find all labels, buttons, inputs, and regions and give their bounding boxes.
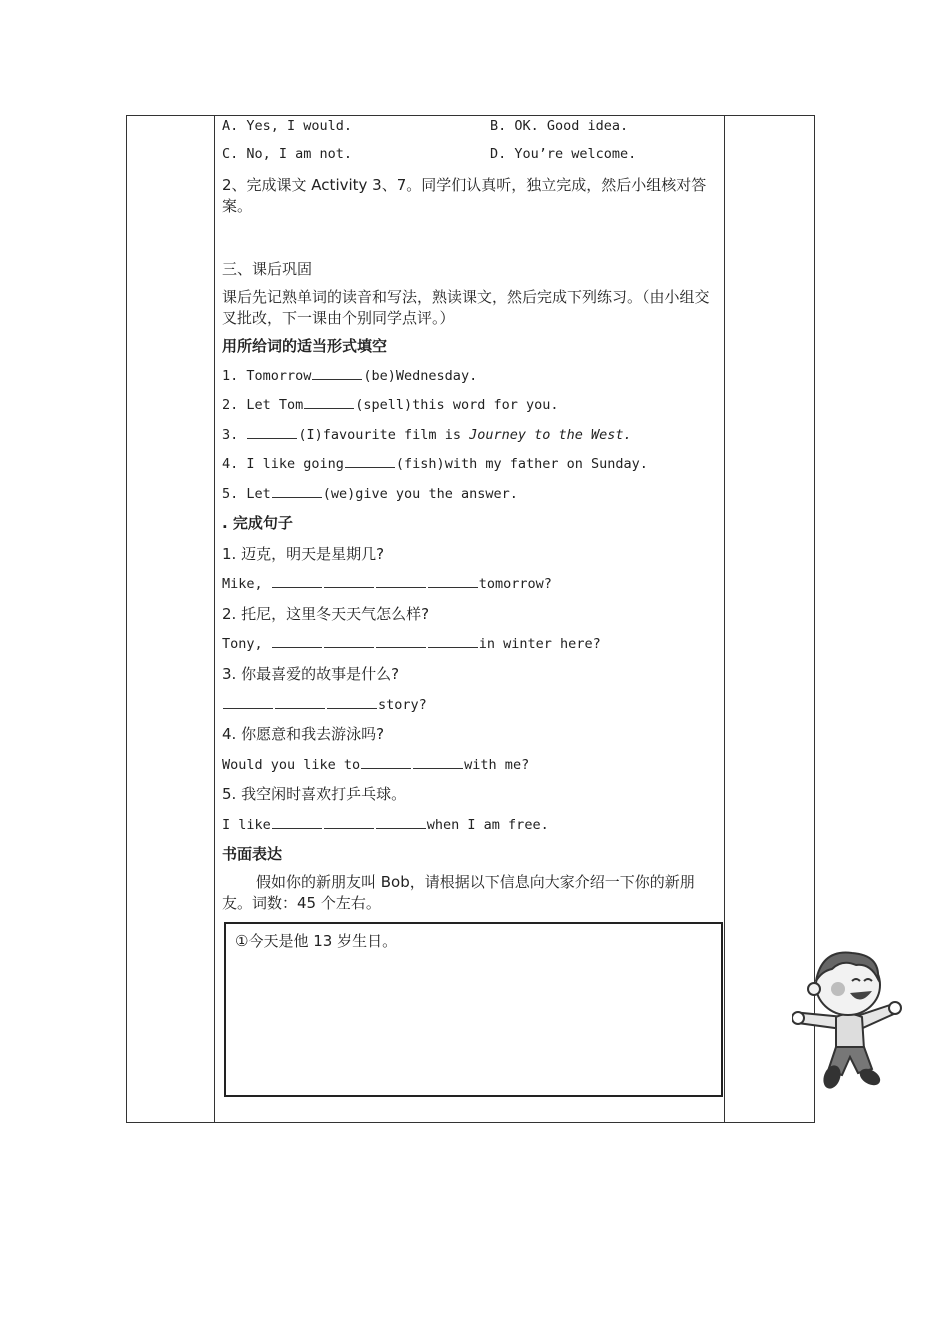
complete-sentence-title: . 完成句子	[222, 514, 293, 532]
writing-box-hint: ①今天是他 13 岁生日。	[235, 932, 398, 950]
task-2-text: 2、完成课文 Activity 3、7。同学们认真听，独立完成，然后小组核对答案。	[222, 176, 707, 215]
answer-blank[interactable]	[361, 755, 411, 769]
answer-blank[interactable]	[304, 395, 354, 409]
answer-blank[interactable]	[376, 815, 426, 829]
answer-blank[interactable]	[413, 755, 463, 769]
section-3-title: 三、课后巩固	[222, 260, 313, 278]
fill-item-5: 5. Let (we)give you the answer.	[222, 486, 518, 502]
fill-blank-title: 用所给词的适当形式填空	[222, 337, 388, 355]
answer-blank[interactable]	[345, 454, 395, 468]
complete-item-3-cn: 3. 你最喜爱的故事是什么?	[222, 665, 400, 683]
complete-item-5-cn: 5. 我空闲时喜欢打乒乓球。	[222, 785, 407, 803]
answer-blank[interactable]	[376, 634, 426, 648]
answer-blank[interactable]	[324, 634, 374, 648]
complete-item-2-en: Tony, in winter here?	[222, 636, 601, 652]
column-divider-1	[214, 116, 215, 1122]
complete-item-1-cn: 1. 迈克，明天是星期几?	[222, 545, 385, 563]
complete-item-5-en: I like when I am free.	[222, 817, 549, 833]
option-d: D. You’re welcome.	[490, 146, 637, 162]
complete-item-3-en: story?	[222, 695, 427, 713]
answer-blank[interactable]	[428, 574, 478, 588]
option-b: B. OK. Good idea.	[490, 118, 629, 134]
complete-item-1-en: Mike, tomorrow?	[222, 576, 552, 592]
answer-blank[interactable]	[324, 574, 374, 588]
answer-blank[interactable]	[428, 634, 478, 648]
answer-blank[interactable]	[376, 574, 426, 588]
fill-item-2: 2. Let Tom (spell)this word for you.	[222, 397, 559, 413]
column-divider-2	[724, 116, 725, 1122]
option-c: C. No, I am not.	[222, 146, 353, 162]
answer-blank[interactable]	[272, 634, 322, 648]
cartoon-boy-illustration	[792, 945, 902, 1093]
section-3-intro: 课后先记熟单词的读音和写法，熟读课文，然后完成下列练习。（由小组交叉批改，下一课由个别同学点评。）	[222, 288, 710, 327]
answer-blank[interactable]	[275, 695, 325, 709]
answer-blank[interactable]	[272, 815, 322, 829]
answer-blank[interactable]	[324, 815, 374, 829]
fill-item-1: 1. Tomorrow (be)Wednesday.	[222, 368, 478, 384]
complete-item-2-cn: 2. 托尼，这里冬天天气怎么样?	[222, 605, 430, 623]
writing-prompt: 假如你的新朋友叫 Bob，请根据以下信息向大家介绍一下你的新朋友。词数：45 个左右。	[222, 873, 695, 912]
answer-blank[interactable]	[327, 695, 377, 709]
answer-blank[interactable]	[272, 484, 322, 498]
fill-item-4: 4. I like going (fish)with my father on Sunday.	[222, 456, 648, 472]
answer-blank[interactable]	[247, 425, 297, 439]
writing-title: 书面表达	[222, 845, 283, 863]
answer-blank[interactable]	[223, 695, 273, 709]
option-a: A. Yes, I would.	[222, 118, 353, 134]
complete-item-4-cn: 4. 你愿意和我去游泳吗?	[222, 725, 385, 743]
fill-item-3: 3. (I)favourite film is Journey to the West.	[222, 427, 632, 443]
answer-blank[interactable]	[312, 366, 362, 380]
answer-blank[interactable]	[272, 574, 322, 588]
writing-answer-box[interactable]	[224, 922, 723, 1097]
complete-item-4-en: Would you like to with me?	[222, 757, 530, 773]
